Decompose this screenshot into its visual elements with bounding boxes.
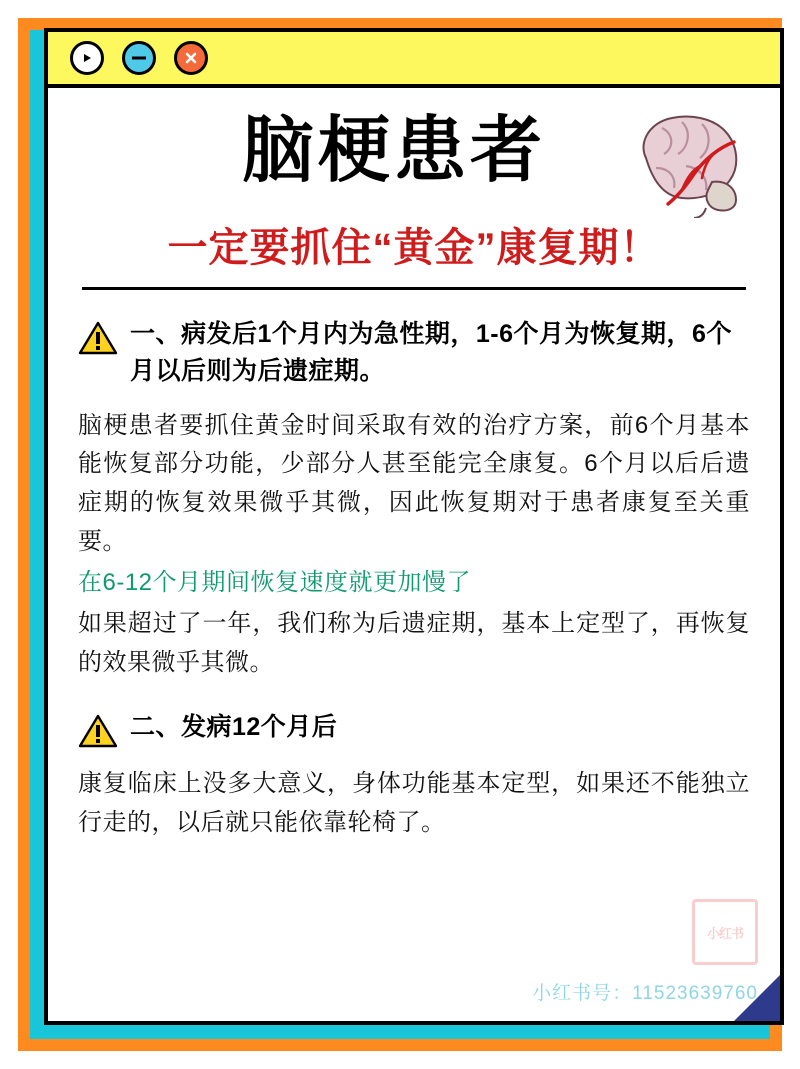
warning-triangle-icon [78, 713, 118, 749]
corner-triangle-decoration [734, 975, 780, 1021]
section-2-paragraph-1: 康复临床上没多大意义，身体功能基本定型，如果还不能独立行走的，以后就只能依靠轮椅了。 [78, 769, 750, 836]
section-1-paragraph-2: 在6-12个月期间恢复速度就更加慢了 [78, 569, 472, 597]
window-titlebar [48, 32, 780, 88]
watermark-logo [692, 899, 758, 965]
play-button[interactable] [70, 41, 104, 75]
warning-triangle-icon [78, 320, 118, 356]
watermark-text: 小红书号：11523639760 [532, 983, 758, 1004]
section-1-paragraph-1: 脑梗患者要抓住黄金时间采取有效的治疗方案，前6个月基本能恢复部分功能，少部分人甚至能完全康复。6个月以后后遗症期的恢复效果微乎其微，因此恢复期对于患者康复至关重要。 [78, 411, 750, 556]
headline-row [78, 111, 750, 191]
brain-anatomy-icon [616, 108, 746, 218]
section-2-title: 二、发病12个月后 [130, 712, 338, 741]
divider [82, 287, 746, 290]
section-2-header [78, 709, 750, 749]
watermark-logo-label: 小红书 [692, 899, 758, 965]
section-1-title: 一、病发后1个月内为急性期，1-6个月为恢复期，6个月以后则为后遗症期。 [130, 319, 732, 386]
close-button[interactable] [174, 41, 208, 75]
section-1-paragraph-3: 如果超过了一年，我们称为后遗症期，基本上定型了，再恢复的效果微乎其微。 [78, 609, 750, 676]
section-1-header [78, 316, 750, 391]
page-subtitle: 一定要抓住“黄金”康复期！ [167, 225, 661, 270]
poster-content [48, 88, 780, 1021]
content-card [44, 28, 784, 1025]
minimize-button[interactable] [122, 41, 156, 75]
page-title: 脑梗患者 [241, 111, 546, 191]
